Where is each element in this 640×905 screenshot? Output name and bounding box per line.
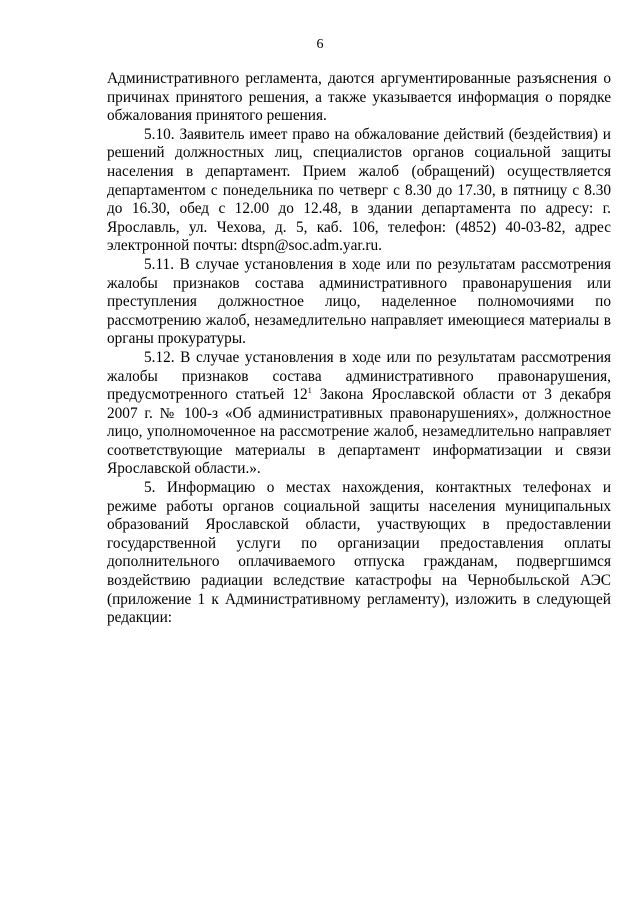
paragraph-5-11-criminal-signs: 5.11. В случае установления в ходе или по результатам рассмотрения жалобы признаков состава административного правонарушения или преступления должностное лицо, наделенное полномочиями по рассмотрению жалоб, незамедлительно направляет имеющиеся материалы в органы прокуратуры.: [107, 255, 611, 348]
paragraph-5-12-administrative-offence: [107, 349, 611, 479]
page-number: 6: [316, 37, 324, 52]
paragraph-regulation-continuation: Административного регламента, даются аргументированные разъяснения о причинах принятого решения, а также указывается информация о порядке обжалования принятого решения.: [107, 70, 611, 125]
paragraph-5-10-appeal-right: 5.10. Заявитель имеет право на обжалование действий (бездействия) и решений должностных лиц, специалистов органов социальной защиты населения в департамент. Прием жалоб (обращений) осуществляется департаментом с понедельника по четверг с 8.30 до 17.30, в пятницу с 8.30 до 16.30, обед с 12.00 до 12.48, в здании департамента по адресу: г. Ярославль, ул. Чехова, д. 5, каб. 106, телефон: (4852) 40-03-82, адрес электронной почты: dtspn@soc.adm.yar.ru.: [107, 125, 611, 255]
paragraph-5-12-text-before: 5.12. В случае установления в ходе или по результатам рассмотрения жалобы признаков состава административного правонарушения, предусмотренного статьей 12: [107, 348, 611, 404]
paragraph-5-office-information: 5. Информацию о местах нахождения, контактных телефонах и режиме работы органов социальной защиты населения муниципальных образований Ярославской области, участвующих в предоставлении государственной услуги по организации предоставления оплаты дополнительного оплачиваемого отпуска гражданам, подвергшимся воздействию радиации вследствие катастрофы на Чернобыльской АЭС (приложение 1 к Административному регламенту), изложить в следующей редакции:: [107, 479, 611, 627]
article-superscript: 1: [307, 386, 312, 396]
document-body: [107, 70, 611, 628]
paragraph-5-12-text-after: Закона Ярославской области от 3 декабря 2007 г. № 100-з «Об административных правонарушениях», должностное лицо, уполномоченное на рассмотрение жалоб, незамедлительно направляет соответствующие материалы в департамент информатизации и связи Ярославской области.».: [107, 386, 611, 478]
